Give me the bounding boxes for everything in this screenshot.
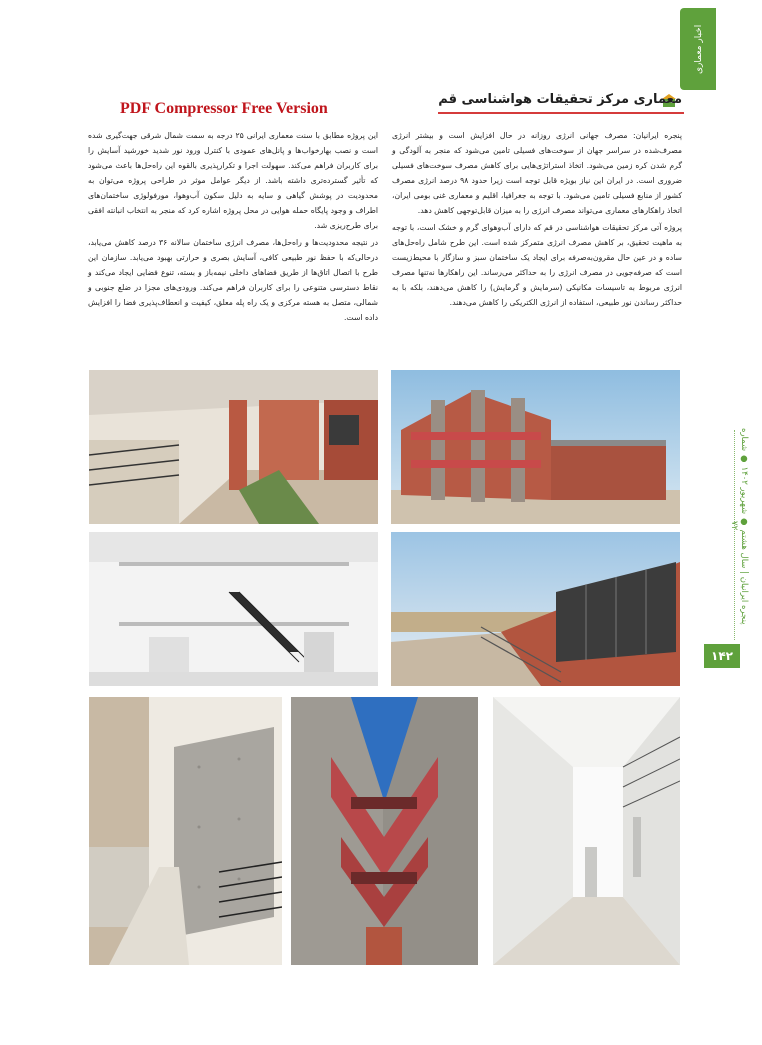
- pdf-watermark: PDF Compressor Free Version: [120, 100, 328, 117]
- right-column: [392, 128, 682, 310]
- right-paragraph-1: پنجره ایرانیان: مصرف جهانی انرژی روزانه در حال افزایش است و بیشتر انرژی مصرف‌شده در سراسر جهان از سوخت‌های فسیلی تامین می‌شود که منجر به آلودگی و گرم شدن کره زمین می‌شود. اتخاذ استراتژی‌هایی برای کاهش مصرف سوخت‌های فسیلی ضروری است. در ایران این نیاز بویژه قابل توجه است زیرا حدود ۹۸ درصد انرژی مصرف کشور از منابع فسیلی تامین می‌شود. با توجه به جغرافیا، اقلیم و معماری غنی بومی ایران، اتخاذ راهکارهای معماری می‌تواند مصرف انرژی را به میزان قابل‌توجهی کاهش دهد.: [392, 131, 682, 215]
- photo-upper-balcony: [391, 532, 680, 686]
- left-paragraph-1: این پروژه مطابق با سنت معماری ایرانی ۲۵ درجه به سمت شمال شرقی جهت‌گیری شده است و نصب بهارخواب‌ها و پانل‌های عمودی با کنترل ورود نور شدید خورشید آسایش را برای کاربران فراهم می‌کند. سهولت اجرا و تکرارپذیری بالقوه این راه‌حل‌ها باعث می‌شود که تأثیر گسترده‌تری داشته باشد. از دیگر عوامل موثر در طراحی پروژه می‌توان به محدودیت در پوشش گیاهی و سایه به دلیل سکون آب‌وهوا، مورفولوژی ساختمان‌های اطراف و وجود پایگاه حمله هوایی در محل پروژه اشاره کرد که منجر به انتخاب انبانته افقی برای طرح‌ریزی شد.: [88, 131, 378, 230]
- photo-white-hall: [493, 697, 680, 965]
- section-tab-label: اخبار معماری: [694, 24, 704, 74]
- photo-balcony-corridor: [89, 370, 378, 524]
- photo-interior-stairs: [89, 532, 378, 686]
- right-paragraph-2: پروژه آتی مرکز تحقیقات هواشناسی در قم که دارای آب‌وهوای گرم و خشک است، با توجه به ماهیت تحقیق، بر کاهش مصرف انرژی متمرکز شده است. این طرح شامل راه‌حل‌های ساده و در عین حال مقرون‌به‌صرفه برای ایجاد یک ساختمان سبز و سازگار با محیط‌زیست است که صرفه‌جویی در مصرف انرژی را به حداکثر می‌رساند. این راهکارها نه‌تنها مصرف انرژی مربوط به تاسیسات مکانیکی (سرمایش و گرمایش) را کاهش می‌دهند، بلکه با به حداکثر رساندن نور طبیعی، استفاده از انرژی الکتریکی را کاهش می‌دهند.: [392, 223, 682, 307]
- left-column: [88, 128, 378, 325]
- page-number: ۱۴۲: [704, 644, 740, 668]
- photo-building-exterior: [391, 370, 680, 524]
- title-underline: [438, 112, 684, 114]
- photo-column-corridor: [89, 697, 282, 965]
- issue-info: پنجره ایرانیان | سال هشتم ● شهریور ۱۴۰۲ ● شماره ۷۲: [729, 427, 749, 625]
- left-paragraph-2: در نتیجه محدودیت‌ها و راه‌حل‌ها، مصرف انرژی ساختمان سالانه ۳۶ درصد کاهش می‌یابد، درحالی‌که با حفظ نور طبیعی کافی، آسایش بصری و حرارتی بهبود می‌یابد. سازمان این طرح با اتصال اتاق‌ها از طریق فضاهای داخلی نیمه‌باز و بسته، تنوع فضایی ایجاد می‌کند و نقاط دسترسی متنوعی را برای کاربران فراهم می‌کند. ورودی‌های مجزا در ضلع جنوبی و شمالی، متصل به هسته مرکزی و یک راه پله معلق، کیفیت و انعطاف‌پذیری فضا را افزایش داده است.: [88, 238, 378, 322]
- photo-facade-upward: [291, 697, 478, 965]
- article-title: معماری مرکز تحقیقات هواشناسی قم: [438, 92, 682, 107]
